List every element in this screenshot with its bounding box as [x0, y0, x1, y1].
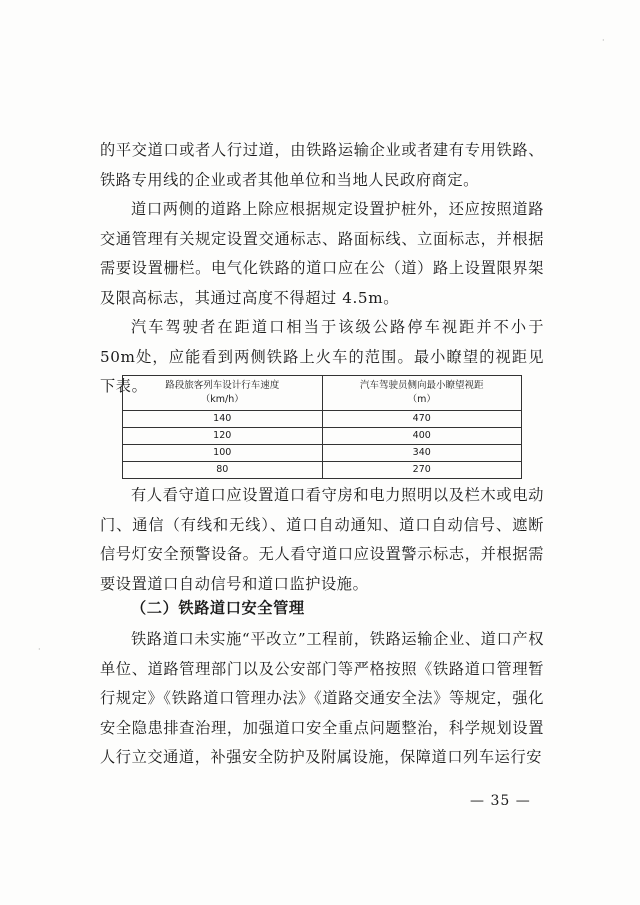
- scan-speck: ·: [602, 36, 605, 45]
- table-row: [123, 411, 522, 428]
- table-row: [123, 462, 522, 479]
- section-heading: （二）铁路道口安全管理: [131, 599, 305, 617]
- distance-cell: 340: [322, 445, 522, 462]
- table-row: [123, 428, 522, 445]
- scan-speck: ·: [38, 645, 41, 654]
- distance-cell: 470: [322, 411, 522, 428]
- header-distance-title: 汽车驾驶员侧向最小瞭望视距: [359, 380, 484, 391]
- speed-cell: 100: [123, 445, 323, 462]
- table-row: [123, 445, 522, 462]
- paragraph-guarded-crossing: 有人看守道口应设置道口看守房和电力照明以及栏木或电动门、通信（有线和无线）、道口自动通知、道口自动信号、遮断信号灯安全预警设备。无人看守道口应设置警示标志，并根据需要设置道口自动信号和道口监护设施。: [100, 486, 544, 593]
- speed-cell: 80: [123, 462, 323, 479]
- speed-cell: 120: [123, 428, 323, 445]
- paragraph-sight-distance: 汽车驾驶者在距道口相当于该级公路停车视距并不小于50m处，应能看到两侧铁路上火车的范围。最小瞭望的视距见下表。: [100, 318, 544, 395]
- header-speed-unit: （km/h）: [200, 394, 244, 405]
- sight-distance-table: [122, 375, 522, 479]
- paragraph-road-markings: 道口两侧的道路上除应根据规定设置护桩外，还应按照道路交通管理有关规定设置交通标志、路面标线、立面标志，并根据需要设置栅栏。电气化铁路的道口应在公（道）路上设置限界架及限高标志，其通过高度不得超过 4.5m。: [100, 200, 544, 307]
- paragraph-safety-management: 铁路道口未实施“平改立”工程前，铁路运输企业、道口产权单位、道路管理部门以及公安部门等严格按照《铁路道口管理暂行规定》《铁路道口管理办法》《道路交通安全法》等规定，强化安全隐患排查治理，加强道口安全重点问题整治，科学规划设置人行立交通道，补强安全防护及附属设施，保障道口列车运行安: [100, 630, 544, 766]
- speed-cell: 140: [123, 411, 323, 428]
- distance-cell: 400: [322, 428, 522, 445]
- page-number: — 35 —: [470, 793, 531, 809]
- paragraph-continuation: 的平交道口或者人行过道，由铁路运输企业或者建有专用铁路、铁路专用线的企业或者其他单位和当地人民政府商定。: [100, 141, 544, 189]
- header-speed-title: 路段旅客列车设计行车速度: [165, 380, 280, 391]
- table-header-speed: [123, 376, 323, 411]
- table-header-distance: [322, 376, 522, 411]
- header-distance-unit: （m）: [407, 394, 436, 405]
- distance-cell: 270: [322, 462, 522, 479]
